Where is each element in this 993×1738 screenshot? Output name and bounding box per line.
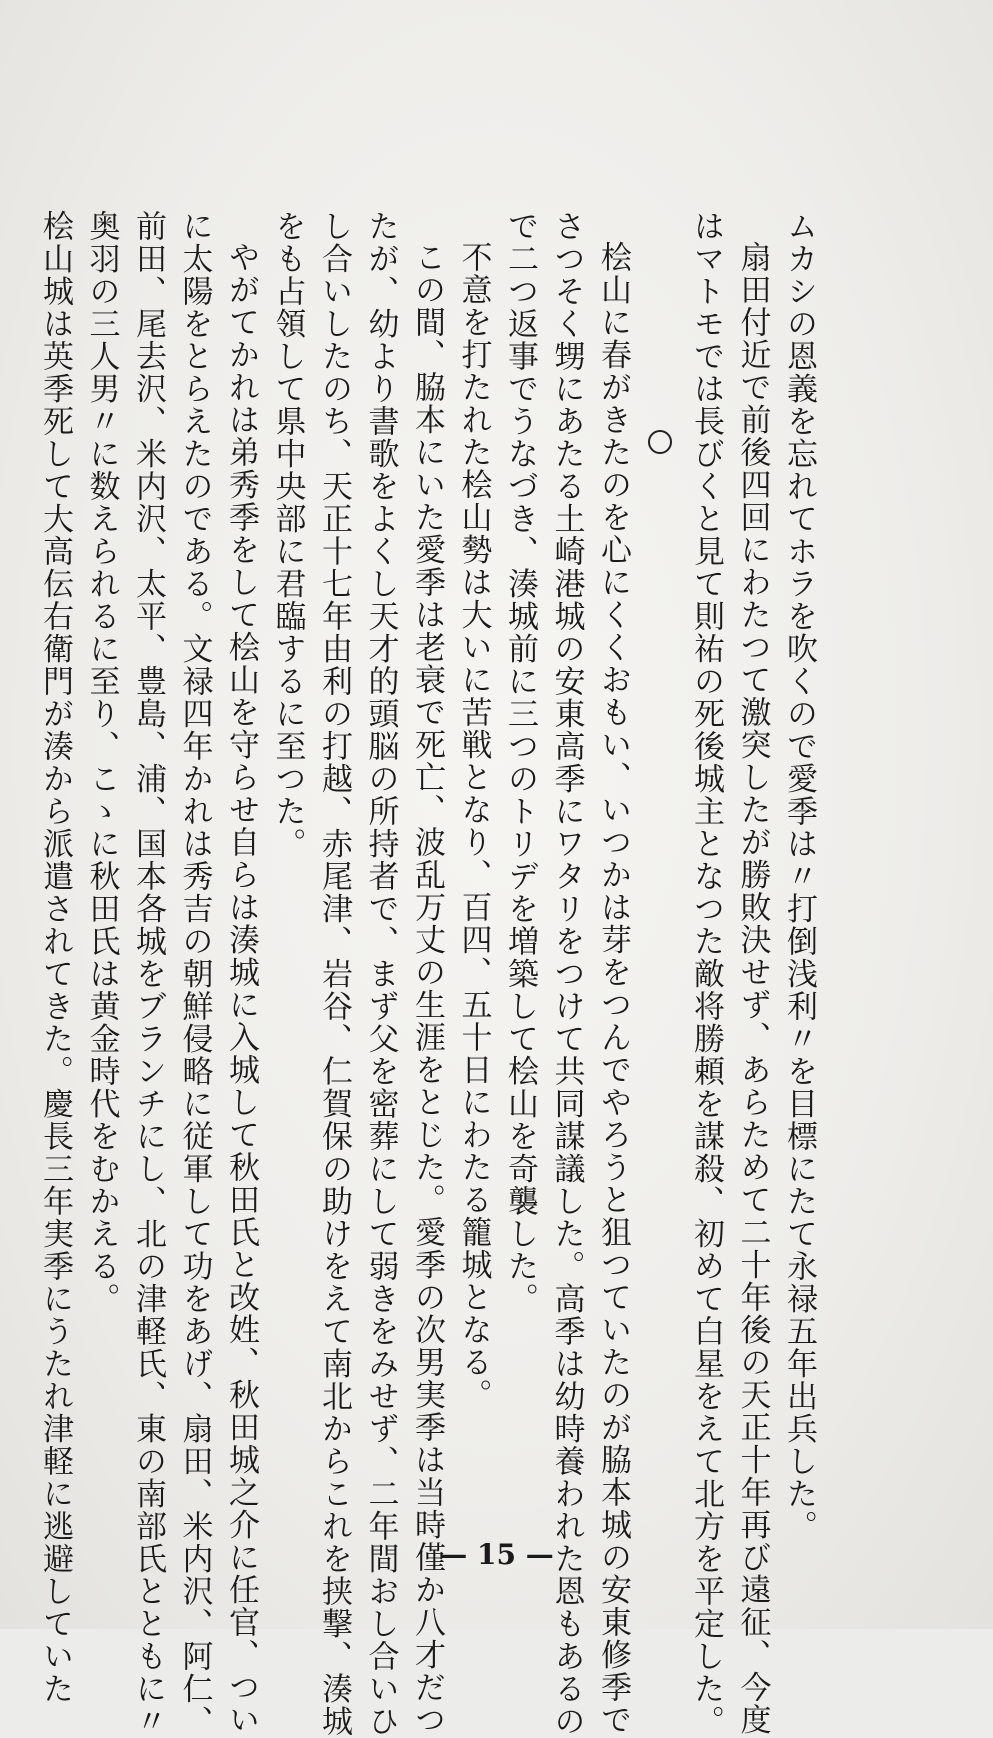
circle-mark-icon <box>648 430 672 454</box>
text-line: 扇田付近で前後四回にわたつて激突したが勝敗決せず、あらためて二十年後の天正十年再び遠征、今度 <box>734 241 771 1736</box>
text-line: この間、脇本にいた愛季は老衰で死亡、波乱万丈の生涯をとじた。愛季の次男実季は当時僅か八才だつ <box>409 241 445 1736</box>
text-line: 奥羽の三人男〃に数えられるに至り、こゝに秋田氏は黄金時代をむかえる。 <box>83 210 120 1315</box>
text-line: さつそく甥にあたる土崎港城の安東高季にワタリをつけて共同謀議した。高季は幼時養われた恩もあるの <box>548 210 585 1738</box>
text-line: で二つ返事でうなづき、湊城前に三つのトリデを増築して桧山を奇襲した。 <box>502 210 538 1315</box>
text-line: 桧山に春がきたのを心にくくおもい、いつかは芽をつんでやろうと狙つていたのが脇本城の安東修季で <box>595 241 631 1736</box>
text-line: 桧山城は英季死して大高伝右衛門が湊から派遣されてきた。慶長三年実季にうたれ津軽に逃避していた <box>37 210 73 1705</box>
section-divider <box>636 210 683 1500</box>
text-line: はマトモでは長びくと見て則祐の死後城主となつた敵将勝頼を謀殺、初めて白星をえて北方を平定した。 <box>688 210 724 1738</box>
text-line: し合いしたのち、天正十七年由利の打越、赤尾津、岩谷、仁賀保の助けをえて南北からこれを挟撃、湊城 <box>316 210 352 1738</box>
text-line: 不意を打たれた桧山勢は大いに苦戦となり、百四、五十日にわたる籠城となる。 <box>455 241 492 1411</box>
text-line: たが、幼より書歌をよくし天才的頭脳の所持者で、まず父を密葬にして弱きをみせず、二年間おし合いひ <box>362 210 399 1738</box>
text-line: 前田、尾去沢、米内沢、太平、豊島、浦、国本各城をブランチにし、北の津軽氏、東の南部氏とともに〃 <box>130 210 166 1738</box>
text-line: やがてかれは弟秀季をして桧山を守らせ自らは湊城に入城して秋田氏と改姓、秋田城之介に任官、つい <box>223 241 259 1736</box>
page-number: — 15 — <box>439 1538 554 1571</box>
text-line: ムカシの恩義を忘れてホラを吹くので愛季は〃打倒浅利〃を目標にたて永禄五年出兵した。 <box>781 210 817 1543</box>
text-line: をも占領して県中央部に君臨するに至つた。 <box>269 210 306 860</box>
text-line: に太陽をとらえたのである。文禄四年かれは秀吉の朝鮮侵略に従軍して功をあげ、扇田、米内沢、阿仁、 <box>176 210 213 1738</box>
